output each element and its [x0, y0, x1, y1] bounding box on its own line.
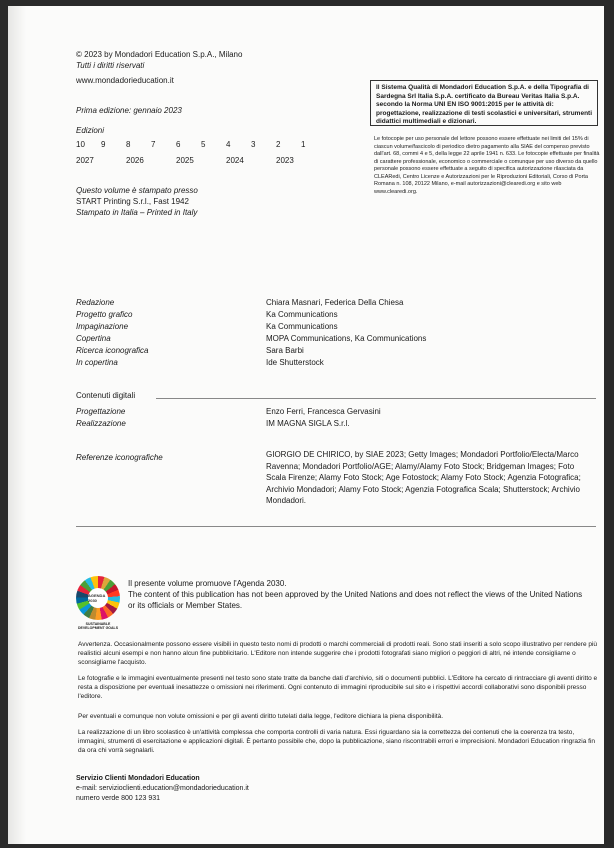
reprint-number: 7 [151, 140, 156, 149]
credit-role: Redazione [76, 298, 115, 307]
credit-name: Enzo Ferri, Francesca Gervasini [266, 407, 381, 416]
reprint-number: 8 [126, 140, 131, 149]
reprint-number: 2 [276, 140, 281, 149]
reprint-years [76, 156, 326, 166]
legal-paragraph: Le fotocopie per uso personale del lettore possono essere effettuate nei limiti del 15% di ciascun volume/fascicolo di periodico dietro pagamento alla SIAE del compenso previsto dall'art. 68, commi 4 e 5, della legge 22 aprile 1941 n. 633. Le fotocopie effettuate per finalità di carattere professionale, economico o commerciale o comunque per uso diverso da quello personale possono essere effettuate a seguito di specifica autorizzazione rilasciata da CLEARedi, Centro Licenze e Autorizzazioni per le Riproduzioni Editoriali, Corso di Porta Romana n. 108, 20122 Milano, e-mail autorizzazioni@clearedi.org e sito web www.clearedi.org. [374, 136, 600, 195]
credit-role: Impaginazione [76, 322, 129, 331]
reprints-label: Edizioni [76, 126, 105, 135]
credit-role: Progettazione [76, 407, 126, 416]
photo-credits-text: GIORGIO DE CHIRICO, by SIAE 2023; Getty Images; Mondadori Portfolio/Electa/Marco Ravenna; Mondadori Portfolio/AGE; Alamy/Alamy Foto Stock; Bridgeman Images; Foto Scala Firenze; Alamy Foto Stock; Age Fotostock; Alamy Foto Stock; Agenzia Fotografica; Archivio Mondadori; Alamy Foto Stock; Agenzia Fotografica Scala; Shutterstock; Archivio Mondadori. [266, 450, 581, 505]
reprint-number: 1 [301, 140, 306, 149]
publisher-url[interactable]: www.mondadorieducation.it [76, 76, 174, 85]
credit-role: Copertina [76, 334, 111, 343]
edition-line: Prima edizione: gennaio 2023 [76, 106, 182, 115]
credit-name: Ka Communications [266, 322, 338, 331]
page-edge-shadow [8, 6, 26, 844]
credit-name: IM MAGNA SIGLA S.r.l. [266, 419, 350, 428]
section-divider [76, 526, 596, 527]
reprint-number: 9 [101, 140, 106, 149]
credit-role: Realizzazione [76, 419, 126, 428]
page [8, 6, 604, 844]
notice-paragraph: La realizzazione di un libro scolastico è un'attività complessa che comporta controlli di varia natura. Essi riguardano sia la correttezza dei contenuti che la coerenza tra testo, immagini, strumenti di esercitazione e applicazioni digitali. È pertanto possibile che, dopo la pubblicazione, siano riscontrabili errori e imprecisioni. Mondadori Education ringrazia fin da ora chi vorrà segnalarli. [78, 729, 596, 754]
photo-credits-role: Referenze iconografiche [76, 453, 163, 462]
section-divider [156, 398, 596, 399]
reprint-number: 5 [201, 140, 206, 149]
credit-role: Ricerca iconografica [76, 346, 149, 355]
notice-paragraph: Avvertenza. Occasionalmente possono essere visibili in questo testo nomi di prodotti o marchi commerciali di prodotti reali. Sono stati inseriti a solo scopo illustrativo per rendere più realistici alcuni esempi e non hanno alcun fine pubblicitario. L'Editore non intende suggerire che i prodotti fotografati siano migliori o peggiori di altri, né intende consigliarne o sconsigliarne l'acquisto. [78, 641, 598, 666]
printing-line-2: START Printing S.r.l., Fast 1942 [76, 197, 189, 206]
logo-ring-text: SUSTAINABLE DEVELOPMENT GOALS [77, 622, 119, 630]
copyright-line: © 2023 by Mondadori Education S.p.A., Milano [76, 50, 243, 59]
credit-name: Chiara Masnari, Federica Della Chiesa [266, 298, 404, 307]
reprint-year: 2027 [76, 156, 94, 165]
credit-role: In copertina [76, 358, 118, 367]
sdg-line-1: Il presente volume promuove l'Agenda 2030. [128, 579, 287, 588]
sdg-line-2: The content of this publication has not been approved by the United Nations and does not reflect the views of the United Nations or its officials or Member States. [128, 590, 583, 610]
reprint-year: 2026 [126, 156, 144, 165]
notice-paragraph: Per eventuali e comunque non volute omissioni e per gli aventi diritto tutelati dalla legge, l'editore dichiara la piena disponibilità. [78, 713, 444, 720]
quality-certification-box: Il Sistema Qualità di Mondadori Education S.p.A. e della Tipografia di Sardegna Srl Italia S.p.A. certificato da Bureau Veritas Italia S.p.A. secondo la Norma UNI EN ISO 9001:2015 per le attività di: progettazione, realizzazione di testi scolastici e universitari, strumenti didattici multimediali e dizionari. [370, 80, 598, 126]
printing-line-1: Questo volume è stampato presso [76, 186, 198, 195]
service-email[interactable]: e-mail: servizioclienti.education@mondadorieducation.it [76, 785, 249, 792]
reprint-number: 6 [176, 140, 181, 149]
printing-line-3: Stampato in Italia – Printed in Italy [76, 208, 198, 217]
digital-content-heading: Contenuti digitali [76, 391, 136, 400]
reprint-year: 2023 [276, 156, 294, 165]
credit-role: Progetto grafico [76, 310, 133, 319]
credit-name: Ka Communications [266, 310, 338, 319]
credit-name: Ide Shutterstock [266, 358, 324, 367]
rights-reserved: Tutti i diritti riservati [76, 61, 145, 70]
reprint-number: 4 [226, 140, 231, 149]
service-phone: numero verde 800 123 931 [76, 795, 161, 802]
service-title: Servizio Clienti Mondadori Education [76, 775, 200, 782]
notice-paragraph: Le fotografie e le immagini eventualmente presenti nel testo sono state tratte da banche dati d'archivio, siti o documenti pubblici. L'Editore ha cercato di rintracciare gli aventi diritto e resta a disposizione per eventuali inesattezze o omissioni nei riferimenti. Ogni contenuto di immagini riproducibile sul sito e i rispettivi accordi collaborativi sono disponibili presso l'editore. [78, 675, 598, 700]
credit-name: MOPA Communications, Ka Communications [266, 334, 427, 343]
reprint-year: 2024 [226, 156, 244, 165]
reprint-number: 3 [251, 140, 256, 149]
reprint-numbers [76, 140, 326, 150]
credit-name: Sara Barbi [266, 346, 304, 355]
agenda-2030-logo [76, 576, 120, 620]
reprint-year: 2025 [176, 156, 194, 165]
logo-center: AGENDA 2030 [88, 588, 108, 608]
reprint-number: 10 [76, 140, 85, 149]
